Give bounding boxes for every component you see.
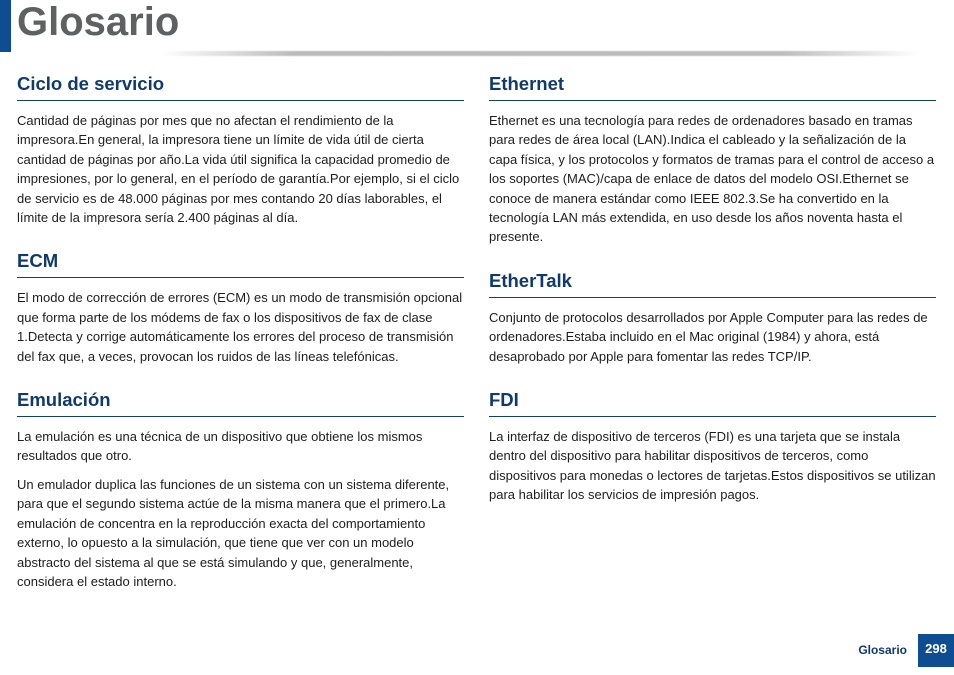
section-ethernet (489, 71, 936, 247)
section-ethertalk (489, 268, 936, 366)
section-ciclo-de-servicio (17, 71, 464, 227)
section-heading: FDI (489, 387, 936, 417)
left-column (17, 71, 464, 612)
section-heading: EtherTalk (489, 268, 936, 298)
section-paragraph: Conjunto de protocolos desarrollados por Apple Computer para las redes de ordenadores.Estaba incluido en el Mac original (1984) y ahora, está desaprobado por Apple para fomentar las redes TCP/IP. (489, 309, 928, 364)
title-accent-bar (0, 0, 11, 52)
section-fdi (489, 387, 936, 505)
section-heading: Ethernet (489, 71, 936, 101)
page-title: Glosario (17, 0, 180, 44)
footer-section-link[interactable]: Glosario (858, 643, 907, 657)
right-column (489, 71, 936, 526)
section-heading: Ciclo de servicio (17, 71, 464, 101)
section-heading: Emulación (17, 387, 464, 417)
section-paragraph: La emulación es una técnica de un dispositivo que obtiene los mismos resultados que otro. (17, 429, 423, 464)
section-ecm (17, 248, 464, 366)
section-paragraph: Ethernet es una tecnología para redes de ordenadores basado en tramas para redes de área local (LAN).Indica el cableado y la señalización de la capa física, y los protocolos y formatos de tramas para el control de acceso a los soportes (MAC)/capa de enlace de datos del modelo OSI.Ethernet se conoce de manera estándar como IEEE 802.3.Se ha convertido en la tecnología LAN más extendida, en uso desde los años noventa hasta el presente. (489, 113, 935, 245)
page-number-badge: 298 (918, 634, 954, 667)
section-heading: ECM (17, 248, 464, 278)
section-paragraph: La interfaz de dispositivo de terceros (FDI) es una tarjeta que se instala dentro del dispositivo para habilitar dispositivos de terceros, como dispositivos para monedas o lectores de tarjetas.Estos dispositivos se utilizan para habilitar los servicios de impresión pagos. (489, 429, 936, 503)
section-paragraph: El modo de corrección de errores (ECM) es un modo de transmisión opcional que forma parte de los módems de fax o los dispositivos de fax de clase 1.Detecta y corrige automáticamente los errores del proceso de transmisión del fax que, a veces, provocan los ruidos de las líneas telefónicas. (17, 290, 463, 364)
section-paragraph: Un emulador duplica las funciones de un sistema con un sistema diferente, para que el segundo sistema actúe de la misma manera que el primero.La emulación de concentra en la reproducción exacta del comportamiento externo, lo opuesto a la simulación, que tiene que ver con un modelo abstracto del sistema al que se está simulando y que, generalmente, considera el estado interno. (17, 476, 450, 589)
title-divider (160, 51, 920, 56)
section-paragraph: Cantidad de páginas por mes que no afectan el rendimiento de la impresora.En general, la impresora tiene un límite de vida útil de cierta cantidad de páginas por año.La vida útil significa la capacidad promedio de impresiones, por lo general, en el período de garantía.Por ejemplo, si el ciclo de servicio es de 48.000 páginas por mes contando 20 días laborables, el límite de la impresora sería 2.400 páginas al día. (17, 113, 460, 226)
section-emulacion (17, 387, 464, 591)
